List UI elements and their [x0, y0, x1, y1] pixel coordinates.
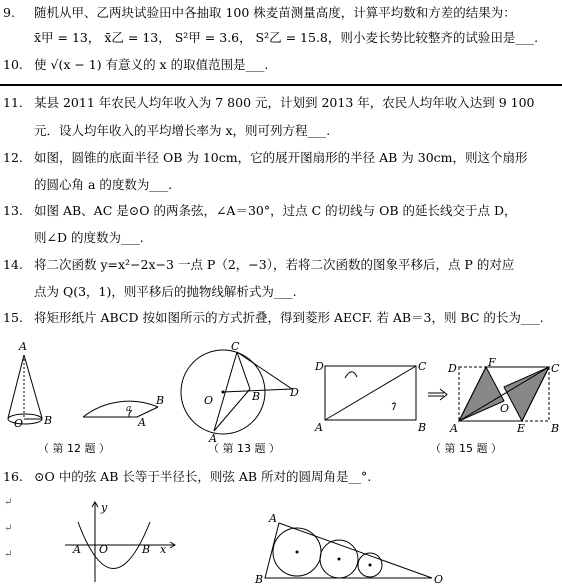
caption-fig13: （ 第 13 题 ）	[208, 442, 280, 455]
return-mark: ↵	[4, 497, 13, 508]
return-mark: ↵	[4, 523, 13, 534]
return-mark: ↵	[4, 549, 13, 560]
f12-label-A: A	[19, 340, 27, 353]
f16a-label-A: A	[73, 543, 81, 556]
caption-fig15: （ 第 15 题 ）	[430, 442, 502, 455]
f13-label-B: B	[252, 390, 261, 403]
f13-label-D: D	[290, 386, 299, 399]
figure-12-sector	[83, 401, 158, 417]
f15a-label-B: B	[418, 421, 427, 434]
f16a-label-B: B	[142, 543, 151, 556]
f12-label-O: O	[14, 417, 24, 430]
f16b-label-A: A	[269, 512, 277, 525]
f13-center-dot	[222, 391, 225, 394]
f15b-label-A: A	[450, 422, 458, 435]
f15b-label-E: E	[517, 422, 526, 435]
caption-fig12: （ 第 12 题 ）	[38, 442, 110, 455]
transform-arrow	[428, 389, 447, 400]
f16b-label-O: O	[434, 573, 444, 585]
f12-label-B2: B	[156, 394, 165, 407]
figure-12-cone	[8, 355, 42, 424]
f12-label-A2: A	[138, 416, 146, 429]
f15b-label-O: O	[500, 402, 510, 415]
f13-label-O: O	[204, 394, 214, 407]
f15b-label-B: B	[551, 422, 560, 435]
f13-label-A: A	[209, 432, 217, 445]
f13-label-C: C	[231, 340, 240, 353]
f16a-label-O: O	[99, 543, 109, 556]
figure-15-rect	[325, 366, 416, 420]
f12-label-a: a	[126, 404, 132, 414]
figure-16-parabola	[65, 502, 175, 582]
f15a-label-C: C	[418, 360, 427, 373]
f15b-label-C: C	[551, 362, 560, 375]
figure-13	[181, 350, 292, 434]
f15a-label-A: A	[315, 421, 323, 434]
f16b-label-B: B	[255, 573, 264, 585]
f12-label-B: B	[44, 414, 53, 427]
f15a-label-D: D	[315, 360, 324, 373]
f15b-label-D: D	[448, 362, 457, 375]
f15b-label-F: F	[488, 356, 496, 369]
f16a-label-y: y	[101, 501, 108, 514]
f16a-label-x: x	[160, 543, 167, 556]
